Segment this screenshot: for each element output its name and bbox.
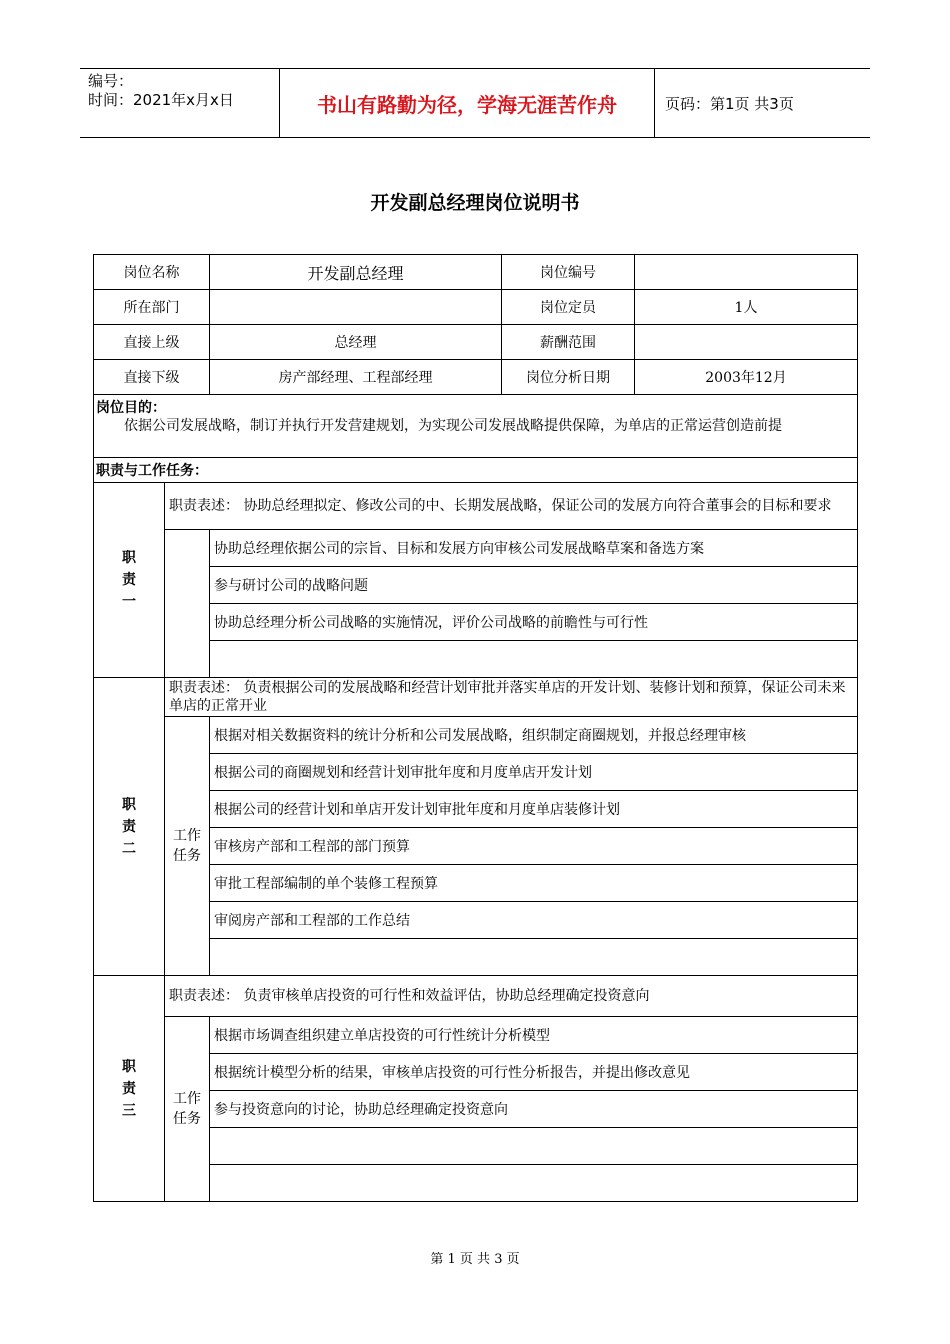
info-label: 岗位编号 bbox=[502, 255, 635, 290]
purpose-text: 依据公司发展战略，制订并执行开发营建规划，为实现公司发展战略提供保障，为单店的正常运营创造前提 bbox=[124, 418, 782, 434]
info-value: 1人 bbox=[635, 290, 858, 325]
task-item: 协助总经理依据公司的宗旨、目标和发展方向审核公司发展战略草案和备选方案 bbox=[210, 530, 858, 567]
duty-1-task-label bbox=[165, 530, 210, 678]
task-item: 参与投资意向的讨论，协助总经理确定投资意向 bbox=[210, 1091, 858, 1128]
duty-statement: 职责表述： 负责根据公司的发展战略和经营计划审批并落实单店的开发计划、装修计划和预算，保证公司未来单店的正常开业 bbox=[165, 678, 858, 717]
duty-3-statement-row bbox=[94, 976, 858, 1017]
duty-1-label bbox=[94, 483, 165, 678]
duty-label-text: 职责三 bbox=[122, 1058, 136, 1119]
header-meta bbox=[80, 69, 280, 137]
info-row-subordinate bbox=[94, 360, 858, 395]
task-item bbox=[210, 1128, 858, 1165]
duty-3-task-label bbox=[165, 1017, 210, 1202]
header-page-info: 页码：第1页 共3页 bbox=[665, 94, 794, 113]
task-item: 根据统计模型分析的结果，审核单店投资的可行性分析报告，并提出修改意见 bbox=[210, 1054, 858, 1091]
job-description-table bbox=[93, 254, 858, 1202]
task-item: 根据公司的经营计划和单店开发计划审批年度和月度单店装修计划 bbox=[210, 791, 858, 828]
task-item bbox=[210, 1165, 858, 1202]
info-label: 所在部门 bbox=[94, 290, 210, 325]
page-title: 开发副总经理岗位说明书 bbox=[370, 192, 580, 214]
info-value: 开发副总经理 bbox=[210, 255, 502, 290]
task-item: 根据对相关数据资料的统计分析和公司发展战略，组织制定商圈规划，并报总经理审核 bbox=[210, 717, 858, 754]
task-item: 根据公司的商圈规划和经营计划审批年度和月度单店开发计划 bbox=[210, 754, 858, 791]
info-label: 岗位定员 bbox=[502, 290, 635, 325]
info-label: 直接上级 bbox=[94, 325, 210, 360]
duty-3-label bbox=[94, 976, 165, 1202]
duty-2-label bbox=[94, 678, 165, 976]
info-label: 直接下级 bbox=[94, 360, 210, 395]
page-footer: 第 1 页 共 3 页 bbox=[430, 1252, 520, 1267]
header-motto: 书山有路勤为径，学海无涯苦作舟 bbox=[280, 69, 655, 137]
task-item: 审阅房产部和工程部的工作总结 bbox=[210, 902, 858, 939]
purpose-row bbox=[94, 395, 858, 458]
info-row-superior bbox=[94, 325, 858, 360]
page-header bbox=[80, 68, 870, 138]
task-item: 协助总经理分析公司战略的实施情况，评价公司战略的前瞻性与可行性 bbox=[210, 604, 858, 641]
info-value: 总经理 bbox=[210, 325, 502, 360]
info-value bbox=[635, 325, 858, 360]
task-label-text: 工作任务 bbox=[173, 828, 201, 864]
info-value bbox=[210, 290, 502, 325]
task-item: 参与研讨公司的战略问题 bbox=[210, 567, 858, 604]
info-label: 岗位分析日期 bbox=[502, 360, 635, 395]
task-item bbox=[210, 641, 858, 678]
duty-1-statement-row bbox=[94, 483, 858, 530]
info-value: 2003年12月 bbox=[635, 360, 858, 395]
duty-2-statement-row bbox=[94, 678, 858, 717]
info-label: 薪酬范围 bbox=[502, 325, 635, 360]
info-value: 房产部经理、工程部经理 bbox=[210, 360, 502, 395]
info-row-dept bbox=[94, 290, 858, 325]
duty-label-text: 职责一 bbox=[122, 550, 136, 610]
task-item: 审批工程部编制的单个装修工程预算 bbox=[210, 865, 858, 902]
task-item: 根据市场调查组织建立单店投资的可行性统计分析模型 bbox=[210, 1017, 858, 1054]
duty-statement: 职责表述： 负责审核单店投资的可行性和效益评估，协助总经理确定投资意向 bbox=[165, 976, 858, 1017]
document-number: 编号： bbox=[88, 72, 134, 90]
info-label: 岗位名称 bbox=[94, 255, 210, 290]
duty-statement: 职责表述： 协助总经理拟定、修改公司的中、长期发展战略，保证公司的发展方向符合董事会的目标和要求 bbox=[165, 483, 858, 530]
info-value bbox=[635, 255, 858, 290]
info-row-name bbox=[94, 255, 858, 290]
purpose-label: 岗位目的： bbox=[96, 400, 166, 416]
task-item bbox=[210, 939, 858, 976]
duty-2-task-label bbox=[165, 717, 210, 976]
task-item: 审核房产部和工程部的部门预算 bbox=[210, 828, 858, 865]
duty-label-text: 职责二 bbox=[122, 796, 136, 857]
duties-header-row bbox=[94, 458, 858, 483]
document-time: 时间：2021年x月x日 bbox=[88, 91, 234, 109]
duties-label: 职责与工作任务： bbox=[94, 458, 858, 483]
task-label-text: 工作任务 bbox=[173, 1091, 201, 1127]
